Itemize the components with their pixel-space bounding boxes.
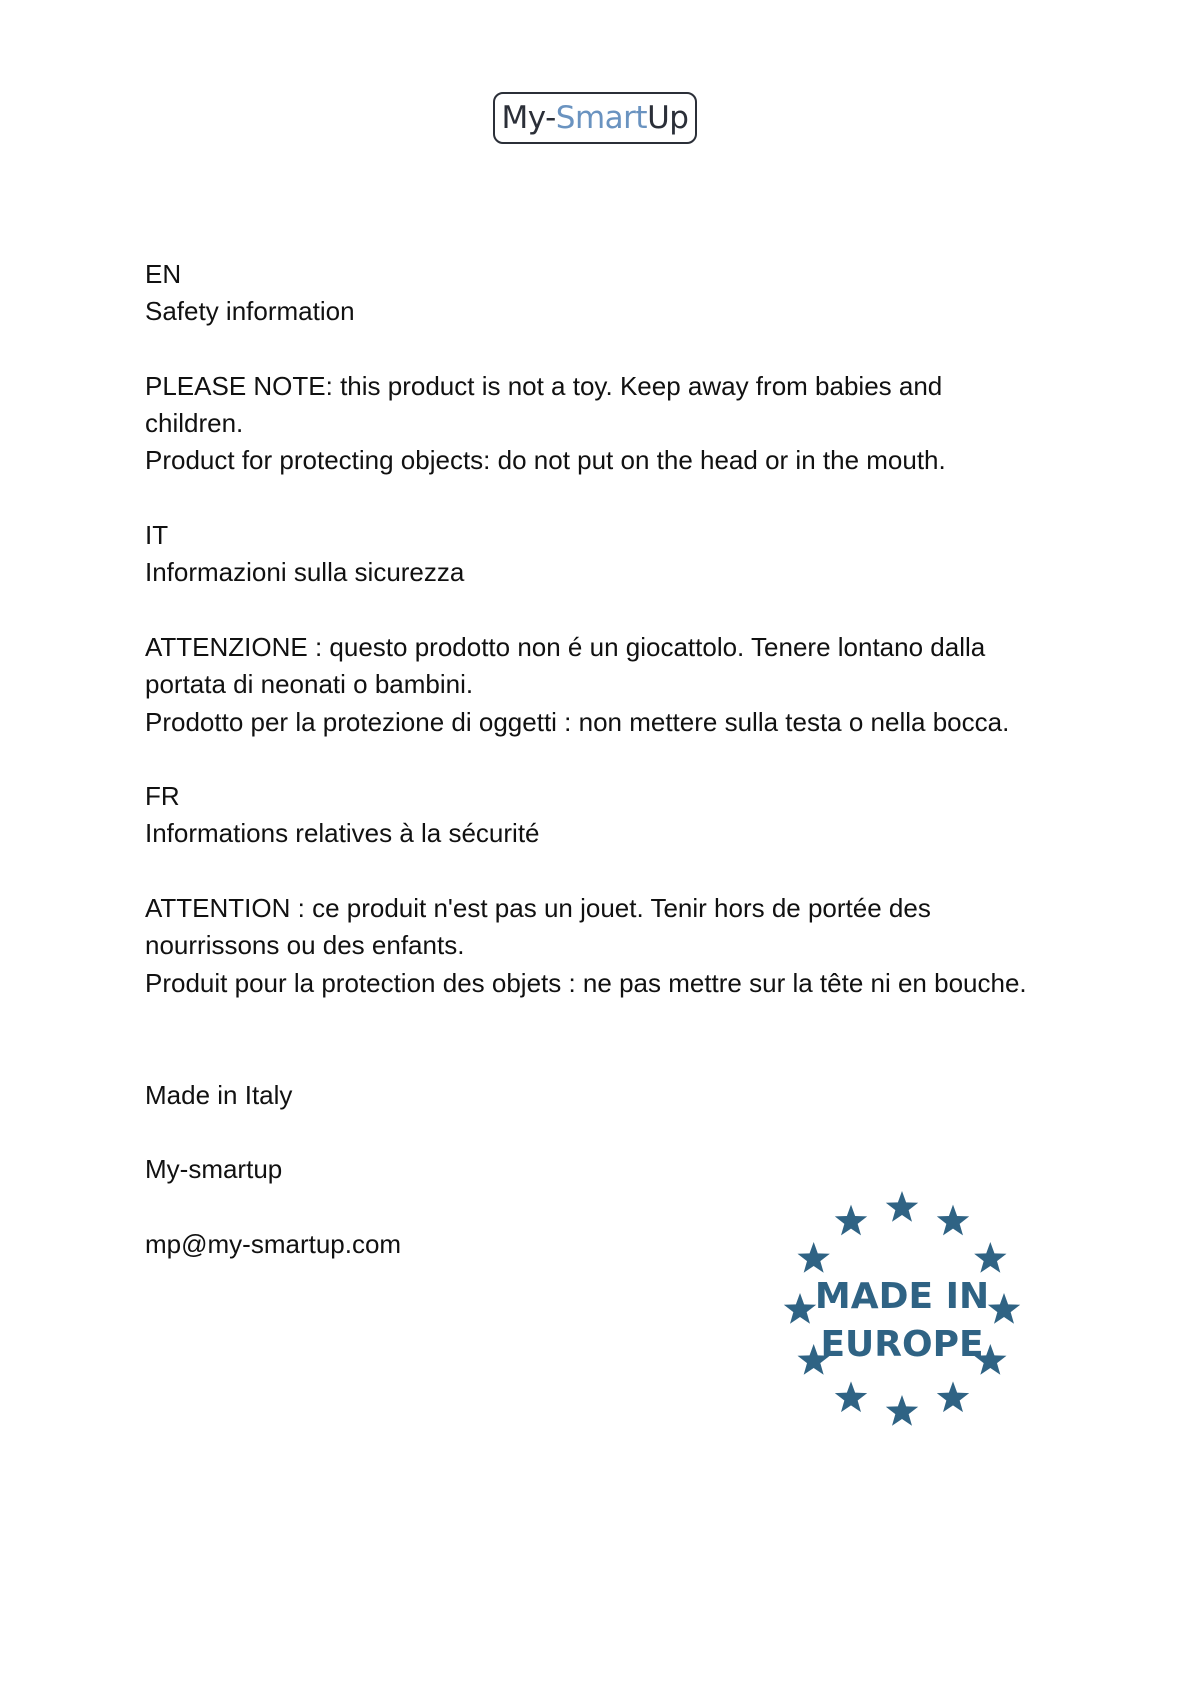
section-heading-en: Safety information [145, 296, 355, 327]
logo-text-smart: Smart [555, 99, 648, 136]
warning-line-it-1: ATTENZIONE : questo prodotto non é un giocattolo. Tenere lontano dalla portata di neonati o bambini. [145, 631, 986, 700]
star-icon [798, 1242, 830, 1273]
safety-document-body [145, 256, 1045, 1263]
warning-line-en-1: PLEASE NOTE: this product is not a toy. Keep away from babies and children. [145, 370, 943, 439]
star-icon [937, 1205, 969, 1236]
star-icon [835, 1381, 867, 1412]
star-icon [784, 1293, 816, 1324]
company-name: My-smartup [145, 1154, 283, 1185]
language-code-en: EN [145, 259, 182, 289]
section-heading-fr: Informations relatives à la sécurité [145, 818, 540, 849]
section-it [145, 517, 1045, 741]
star-icon [937, 1381, 969, 1412]
seal-text-line2: EUROPE [820, 1324, 984, 1365]
warning-line-fr-1: ATTENTION : ce produit n'est pas un jouet. Tenir hors de portée des nourrissons ou des enfants. [145, 893, 931, 961]
contact-email: mp@my-smartup.com [145, 1228, 402, 1259]
section-fr [145, 778, 1045, 1002]
star-icon [835, 1205, 867, 1236]
language-code-it: IT [145, 520, 169, 551]
warning-line-en-2: Product for protecting objects: do not put on the head or in the mouth. [145, 445, 946, 476]
made-in-text: Made in Italy [145, 1079, 293, 1110]
section-heading-it: Informazioni sulla sicurezza [145, 557, 465, 588]
language-code-fr: FR [145, 781, 180, 812]
made-in-europe-seal [772, 1180, 1032, 1440]
warning-line-fr-2: Produit pour la protection des objets : ne pas mettre sur la tête ni en bouche. [145, 967, 1027, 998]
seal-text-line1: MADE IN [814, 1276, 990, 1317]
logo-text-my: My- [501, 99, 556, 136]
star-icon [886, 1191, 918, 1222]
brand-logo [493, 92, 697, 144]
star-icon [988, 1293, 1020, 1324]
star-icon [886, 1395, 918, 1426]
warning-line-it-2: Prodotto per la protezione di oggetti : non mettere sulla testa o nella bocca. [145, 706, 1010, 737]
star-icon [974, 1242, 1006, 1273]
logo-text-up: Up [647, 99, 689, 136]
section-en [145, 256, 1045, 480]
